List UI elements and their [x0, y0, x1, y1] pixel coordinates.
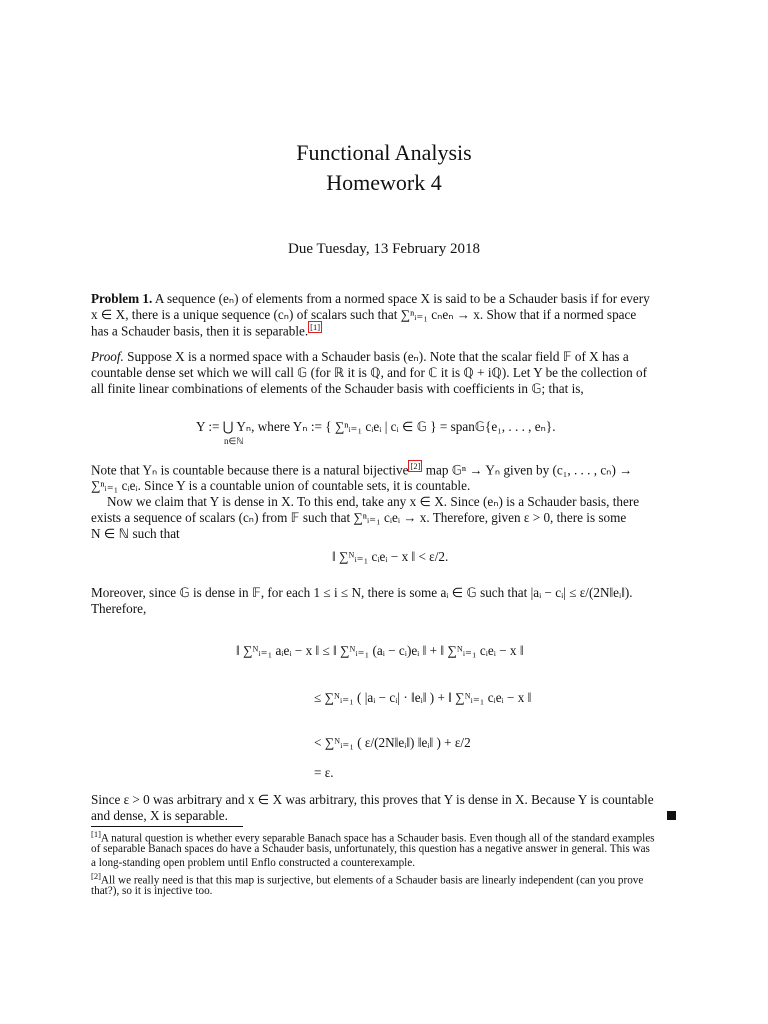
problem-label: Problem 1.	[91, 291, 153, 306]
equation-1: Y := ⋃ Yₙ, where Yₙ := { ∑ⁿᵢ₌₁ cᵢeᵢ | cᵢ ∈ 𝔾 } = span𝔾{e₁, . . . , eₙ}.	[196, 419, 556, 434]
proof-label: Proof.	[91, 349, 124, 364]
proof-text-9: Moreover, since 𝔾 is dense in 𝔽, for each 1 ≤ i ≤ N, there is some aᵢ ∈ 𝔾 such that |aᵢ − cᵢ| ≤ ε/(2N‖eᵢ‖).	[91, 585, 633, 600]
problem-text-1: A sequence (eₙ) of elements from a normed space X is said to be a Schauder basis if for every	[154, 291, 650, 306]
problem-line-3	[91, 323, 322, 339]
equation-2: ‖ ∑ᴺᵢ₌₁ cᵢeᵢ − x ‖ < ε/2.	[332, 549, 449, 564]
footnote-1-text-3: a long-standing open problem until Enflo constructed a counterexample.	[91, 857, 416, 869]
document-title: Functional Analysis	[296, 140, 472, 165]
footnote-2-mark: [2]	[91, 871, 101, 881]
equation-3-line-3: < ∑ᴺᵢ₌₁ ( ε/(2N‖eᵢ‖) ‖eᵢ‖ ) + ε/2	[314, 735, 471, 750]
problem-line-1	[91, 291, 650, 307]
equation-3-line-1: ‖ ∑ᴺᵢ₌₁ aᵢeᵢ − x ‖ ≤ ‖ ∑ᴺᵢ₌₁ (aᵢ − cᵢ)eᵢ ‖ + ‖ ∑ᴺᵢ₌₁ cᵢeᵢ − x ‖	[236, 643, 524, 658]
due-date: Due Tuesday, 13 February 2018	[288, 241, 480, 257]
footnote-1-text-1: A natural question is whether every separable Banach space has a Schauder basis. Even though all of the standard examples	[100, 832, 655, 845]
problem-text-2: x ∈ X, there is a unique sequence (cₙ) of scalars such that ∑ⁿᵢ₌₁ cₙeₙ → x. Show that if a normed space	[91, 307, 637, 322]
proof-text-10: Therefore,	[91, 601, 147, 616]
footnote-2-text-1: All we really need is that this map is surjective, but elements of a Schauder basis are linearly independent (can you prove	[100, 874, 644, 887]
proof-text-8: N ∈ ℕ such that	[91, 526, 180, 541]
proof-line-1	[91, 349, 629, 365]
footnote-ref-2[interactable]: [2]	[410, 461, 421, 471]
proof-text-12: and dense, X is separable.	[91, 808, 228, 823]
document-subtitle: Homework 4	[326, 170, 442, 195]
footnote-2-text-2: that?), so it is injective too.	[91, 885, 213, 897]
proof-text-11: Since ε > 0 was arbitrary and x ∈ X was arbitrary, this proves that Y is dense in X. Because Y is countable	[91, 792, 654, 807]
equation-1-subscript: n∈ℕ	[224, 436, 244, 446]
qed-symbol	[667, 811, 676, 820]
proof-text-2: countable dense set which we will call 𝔾 (for ℝ it is ℚ, and for ℂ it is ℚ + iℚ). Let Y be the collection of	[91, 365, 647, 380]
footnote-1-text-2: of separable Banach spaces do have a Schauder basis, unfortunately, this question has a negative answer in general. This was	[91, 843, 650, 855]
problem-text-3: has a Schauder basis, then it is separable.	[91, 323, 309, 339]
equation-3-line-2: ≤ ∑ᴺᵢ₌₁ ( |aᵢ − cᵢ| · ‖eᵢ‖ ) + ‖ ∑ᴺᵢ₌₁ cᵢeᵢ − x ‖	[314, 690, 532, 705]
proof-text-4a: Note that Yₙ is countable because there is a natural bijective	[91, 462, 409, 478]
footnote-ref-1[interactable]: [1]	[310, 322, 321, 332]
proof-text-1: Suppose X is a normed space with a Schauder basis (eₙ). Note that the scalar field 𝔽 of X has a	[127, 349, 629, 364]
proof-line-4	[91, 462, 632, 478]
footnote-1-mark: [1]	[91, 829, 101, 839]
equation-3-line-4: = ε.	[314, 765, 334, 780]
proof-text-5: ∑ⁿᵢ₌₁ cᵢeᵢ. Since Y is a countable union of countable sets, it is countable.	[91, 478, 471, 493]
proof-text-4b: map 𝔾ⁿ → Yₙ given by (c₁, . . . , cₙ) →	[425, 462, 633, 478]
footnote-rule	[91, 826, 243, 827]
proof-text-6: Now we claim that Y is dense in X. To this end, take any x ∈ X. Since (eₙ) is a Schauder basis, there	[107, 494, 640, 509]
proof-text-7: exists a sequence of scalars (cₙ) from 𝔽 such that ∑ⁿᵢ₌₁ cᵢeᵢ → x. Therefore, given ε > 0, there is some	[91, 510, 627, 525]
proof-text-3: all finite linear combinations of elements of the Schauder basis with coefficients in 𝔾; that is,	[91, 381, 584, 396]
